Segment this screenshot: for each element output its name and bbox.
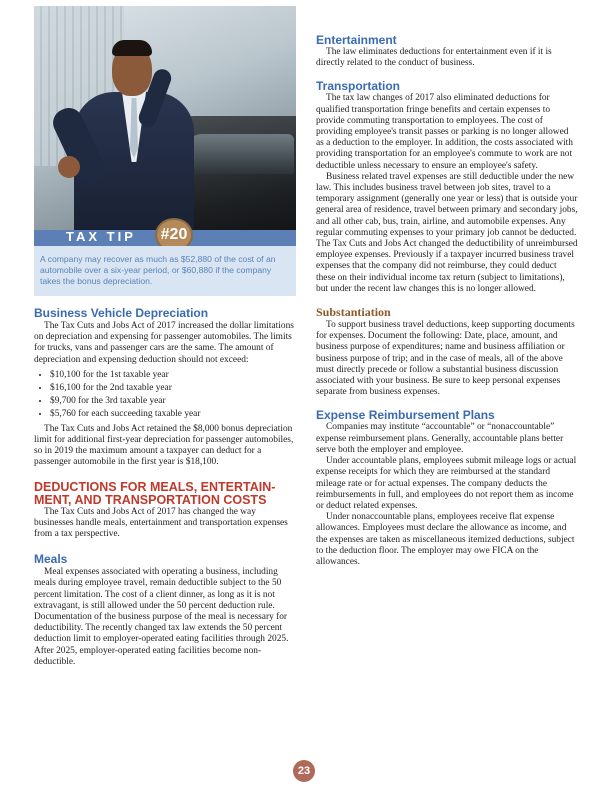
businessman-photo [34, 6, 296, 244]
heading-substantiation: Substantiation [316, 305, 391, 320]
list-item: • $10,100 for the 1st taxable year [50, 369, 294, 382]
heading-deductions-line-1: DEDUCTIONS FOR MEALS, ENTERTAIN- [34, 479, 276, 494]
heading-deductions-line-2: MENT, AND TRANSPORTATION COSTS [34, 492, 267, 507]
page-number: 23 [293, 760, 315, 782]
bvd-paragraph-1: The Tax Cuts and Jobs Act of 2017 increased the dollar limitations on depreciation and expensing for passenger automobiles. The limits for trucks, vans and passenger cars are the same. The amount of depreciation and expensing deduction should not exceed: [34, 321, 294, 365]
heading-meals: Meals [34, 552, 68, 567]
erp-paragraph-2: Under accountable plans, employees submit mileage logs or actual expense receipts for which they are reimbursed at the standard mileage rate or for actual expenses. The company deducts the reimbursements in full, and employees do not report them as income or deduct related expenses. [316, 456, 577, 511]
tax-tip-text: A company may recover as much as $52,880 of the cost of an automobile over a six-year period, or $60,880 if the company takes the bonus depreciation. [40, 254, 276, 286]
transportation-paragraph-2: Business related travel expenses are still deductible under the new law. This includes business travel between job sites, travel to a temporary assignment (generally one year or less) that is outside your general area of residence, travel between primary and secondary jobs, and all other cab, bus, train, airline, and automobile expenses. Any regular commuting expenses to your primary job cannot be deducted. The Tax Cuts and Jobs Act changed the deductibility of unreimbursed employee expenses. Previously if a taxpayer incurred business travel expenses that the company did not reimburse, they could deduct these on their individual income tax return (subject to limitations), but under the recent law changes this is no longer allowed. [316, 171, 578, 294]
heading-transportation: Transportation [316, 79, 401, 94]
substantiation-paragraph: To support business travel deductions, keep supporting documents for expenses. Document the following: Date, place, amount, and business purpose of expenditures; name and business affiliation or business purpose of trip; and in the case of meals, all of the above must directly precede or follow a substantial business discussion associated with your business. Be sure to keep personal expenses separate from business expenses. [316, 320, 575, 398]
heading-expense-reimbursement-plans: Expense Reimbursement Plans [316, 408, 495, 423]
transportation-paragraph-1: The tax law changes of 2017 also eliminated deductions for qualified transportation fringe benefits and certain expenses to provide commuting transportation to employees. The cost of providing employee's transit passes or parking is no longer allowed as a deduction to the employer. In addition, the costs associated with providing transportation for an employee's commute to work are not deductible unless necessary to ensure an employee's safety. [316, 93, 573, 171]
meals-paragraph: Meal expenses associated with operating a business, including meals during employee travel, remain deductible subject to the 50 percent limitation. The cost of a client dinner, as long as it is not extravagant, is still allowed under the 50 percent deduction rule. Documentation of the business purpose of the meal is necessary for deductibility. The recently changed tax law extends the 50 percent deduction limit to employer-operated eating facilities through 2025. After 2025, employer-operated eating facilities become non-deductible. [34, 567, 289, 667]
entertainment-paragraph: The law eliminates deductions for entertainment even if it is directly related to the conduct of business. [316, 47, 552, 69]
list-item: • $16,100 for the 2nd taxable year [50, 382, 294, 395]
list-item: • $5,760 for each succeeding taxable year [50, 408, 294, 421]
deductions-paragraph: The Tax Cuts and Jobs Act of 2017 has changed the way businesses handle meals, entertainment and transportation expenses from a tax perspective. [34, 506, 288, 540]
heading-business-vehicle-depreciation: Business Vehicle Depreciation [34, 306, 209, 320]
bvd-paragraph-2: The Tax Cuts and Jobs Act retained the $8,000 bonus depreciation limit for additional first-year depreciation for passenger automobiles, so in 2019 the maximum amount a taxpayer can deduct for a passenger automobile in the first year is $18,100. [34, 423, 294, 468]
heading-entertainment: Entertainment [316, 33, 397, 47]
erp-paragraph-3: Under nonaccountable plans, employees receive flat expense allowances. Employees must declare the allowance as income, and the expenses are taken as miscellaneous itemized deductions, subject to the deduction floor. The employer may owe FICA on the allowances. [316, 512, 575, 567]
left-column [34, 306, 294, 668]
depreciation-limits-list [34, 369, 294, 421]
right-column [316, 33, 578, 568]
tax-tip-label: TAX TIP [66, 229, 136, 244]
list-item: • $9,700 for the 3rd taxable year [50, 395, 294, 408]
tax-tip-number-badge: #20 [155, 218, 193, 252]
erp-paragraph-1: Companies may institute “accountable” or “nonaccountable” expense reimbursement plans. Generally, accountable plans better serve both the employer and employee. [316, 422, 564, 455]
